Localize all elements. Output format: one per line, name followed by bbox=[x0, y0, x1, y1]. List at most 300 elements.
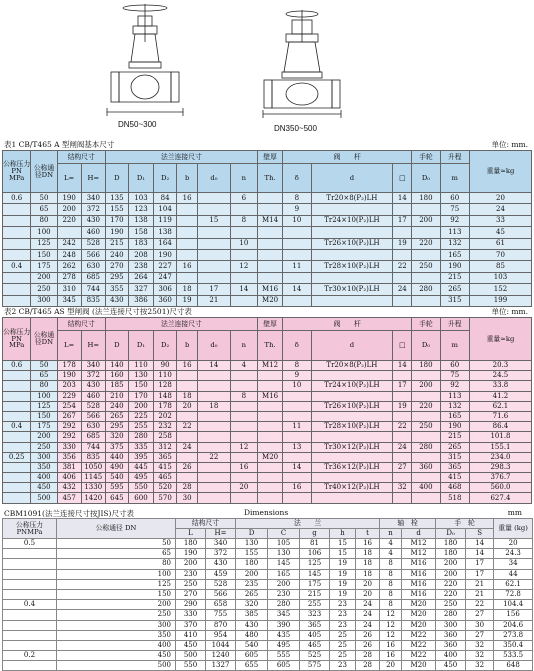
table-cell: 23 bbox=[330, 600, 356, 610]
table-cell: 280 bbox=[412, 442, 440, 452]
table-cell: 23 bbox=[330, 620, 356, 630]
table-cell: Tr36×12(P₂)LH bbox=[311, 462, 393, 472]
table-cell: 190 bbox=[176, 549, 206, 559]
table-cell: 44 bbox=[494, 569, 533, 579]
sub-b: b bbox=[177, 331, 198, 361]
table-cell: 655 bbox=[236, 661, 268, 671]
col-handwheel: 手轮 bbox=[412, 318, 440, 331]
table-cell bbox=[3, 589, 57, 599]
table-cell: 365 bbox=[300, 620, 330, 630]
table-row bbox=[3, 381, 532, 391]
table-cell: 0.6 bbox=[3, 193, 31, 204]
table-row bbox=[3, 432, 532, 442]
table-cell: 104.4 bbox=[494, 600, 533, 610]
table-cell: 340 bbox=[206, 539, 236, 549]
table-row bbox=[3, 589, 533, 599]
table-cell: 250 bbox=[412, 261, 440, 272]
table-cell bbox=[3, 661, 57, 671]
table-cell bbox=[283, 432, 311, 442]
table-cell bbox=[393, 391, 412, 401]
table-cell bbox=[230, 272, 257, 283]
table-cell: 80 bbox=[31, 381, 57, 391]
table-cell: 45 bbox=[469, 227, 531, 238]
table-cell: 128 bbox=[154, 381, 177, 391]
table-cell bbox=[258, 422, 283, 432]
table-cell: 125 bbox=[300, 559, 330, 569]
table-cell bbox=[177, 381, 198, 391]
table-cell: 180 bbox=[436, 539, 466, 549]
table-cell: 518 bbox=[440, 493, 469, 503]
table-row bbox=[3, 193, 532, 204]
table-row bbox=[3, 422, 532, 432]
table-cell: 265 bbox=[236, 589, 268, 599]
sub-H: H= bbox=[81, 164, 105, 193]
table-cell: 86.4 bbox=[469, 422, 531, 432]
table-row bbox=[3, 493, 532, 503]
table-cell bbox=[412, 272, 440, 283]
table-cell bbox=[393, 411, 412, 421]
table-cell: 250 bbox=[31, 284, 57, 295]
table-cell: 178 bbox=[154, 401, 177, 411]
table-cell bbox=[258, 442, 283, 452]
col-dn: 公称通径DN bbox=[31, 318, 57, 361]
table-cell bbox=[311, 432, 393, 442]
table-cell: 15 bbox=[198, 215, 231, 226]
table-cell: 234.0 bbox=[469, 452, 531, 462]
table-cell: 495 bbox=[268, 640, 300, 650]
table-cell: 16 bbox=[177, 261, 198, 272]
table-cell: 14 bbox=[393, 361, 412, 371]
table-row bbox=[3, 630, 533, 640]
table-row bbox=[3, 371, 532, 381]
table-cell bbox=[393, 272, 412, 283]
table-cell: 84 bbox=[154, 193, 177, 204]
table-cell bbox=[198, 432, 231, 442]
table-cell: 386 bbox=[128, 295, 153, 306]
table-cell: 658 bbox=[206, 600, 236, 610]
table-cell bbox=[412, 204, 440, 215]
table-cell: 19 bbox=[393, 238, 412, 249]
table-cell: 242 bbox=[57, 238, 81, 249]
table-cell bbox=[3, 549, 57, 559]
table-cell: Tr20×8(P₂)LH bbox=[311, 193, 393, 204]
table-cell: 190 bbox=[57, 193, 81, 204]
table-cell: 12 bbox=[230, 442, 257, 452]
table-cell: 320 bbox=[105, 432, 128, 442]
table-cell: 16 bbox=[177, 361, 198, 371]
table-cell: M20 bbox=[402, 620, 436, 630]
col-lift: 升程 bbox=[440, 151, 469, 164]
table-cell: 100 bbox=[31, 391, 57, 401]
table-cell: 459 bbox=[206, 569, 236, 579]
table-cell: 160 bbox=[105, 371, 128, 381]
table-cell bbox=[283, 473, 311, 483]
table-cell: 190 bbox=[57, 371, 81, 381]
table-cell: 113 bbox=[440, 227, 469, 238]
table-cell: 190 bbox=[440, 422, 469, 432]
sub-m: m bbox=[440, 164, 469, 193]
table-cell: 170 bbox=[128, 391, 153, 401]
table-cell: 23 bbox=[330, 661, 356, 671]
table-cell bbox=[311, 411, 393, 421]
table-cell: 50 bbox=[57, 539, 176, 549]
table-cell: 356 bbox=[57, 452, 81, 462]
table-cell: 533.5 bbox=[494, 651, 533, 661]
table-cell bbox=[177, 272, 198, 283]
table-cell: Tr20×8(P₂)LH bbox=[311, 361, 393, 371]
sub-n: n bbox=[380, 529, 402, 539]
table-cell: 22 bbox=[466, 600, 494, 610]
table-cell: 26 bbox=[356, 640, 380, 650]
table-cell: 17 bbox=[393, 215, 412, 226]
table-cell bbox=[412, 452, 440, 462]
table-cell: 430 bbox=[236, 620, 268, 630]
sub-t: t bbox=[356, 529, 380, 539]
table-cell: 106 bbox=[300, 549, 330, 559]
table-cell: 75 bbox=[440, 204, 469, 215]
table-cell: 22 bbox=[393, 422, 412, 432]
table-cell: 12 bbox=[380, 610, 402, 620]
table-cell: 465 bbox=[300, 640, 330, 650]
table-cell: 1240 bbox=[206, 651, 236, 661]
table-cell: 298.3 bbox=[469, 462, 531, 472]
figure-caption-left: DN50~300 bbox=[118, 120, 157, 129]
table-cell: 258 bbox=[154, 432, 177, 442]
table-cell: 0.4 bbox=[3, 422, 31, 432]
table-cell: 32 bbox=[393, 483, 412, 493]
table-cell bbox=[177, 473, 198, 483]
table-cell: M16 bbox=[402, 579, 436, 589]
table-cell: 220 bbox=[57, 215, 81, 226]
table-cell: 180 bbox=[412, 193, 440, 204]
valve-drawing-small bbox=[105, 2, 185, 120]
table-cell bbox=[311, 204, 393, 215]
table-row bbox=[3, 442, 532, 452]
table-cell bbox=[393, 452, 412, 462]
table-cell: 320 bbox=[236, 600, 268, 610]
col-pn: 公称压力PN MPa bbox=[3, 318, 31, 361]
table-cell: 415 bbox=[154, 462, 177, 472]
table-row bbox=[3, 204, 532, 215]
table-cell: 14 bbox=[466, 549, 494, 559]
table-cell: 17 bbox=[466, 569, 494, 579]
table-cell: 200 bbox=[57, 204, 81, 215]
table-cell: 312 bbox=[154, 442, 177, 452]
table-cell: 230 bbox=[268, 589, 300, 599]
table-cell bbox=[412, 371, 440, 381]
table-cell: 62.1 bbox=[469, 401, 531, 411]
table-cell: M20 bbox=[402, 600, 436, 610]
table-cell bbox=[3, 284, 31, 295]
table-cell: 528 bbox=[206, 579, 236, 589]
table-cell: 70 bbox=[469, 249, 531, 260]
table-cell: Tr28×10(P₂)LH bbox=[311, 422, 393, 432]
table-cell: 220 bbox=[412, 238, 440, 249]
table-cell bbox=[258, 462, 283, 472]
table-cell: 72.8 bbox=[494, 589, 533, 599]
sub-d0: d₀ bbox=[198, 164, 231, 193]
table-cell: 227 bbox=[154, 261, 177, 272]
table-cell: 335 bbox=[128, 442, 153, 452]
table-row bbox=[3, 651, 533, 661]
table-cell: 26 bbox=[177, 462, 198, 472]
table-cell bbox=[177, 227, 198, 238]
table-cell: 215 bbox=[440, 432, 469, 442]
table-cell: 365 bbox=[440, 462, 469, 472]
table-cell: 165 bbox=[440, 249, 469, 260]
table-cell: 19 bbox=[330, 569, 356, 579]
table-cell: 300 bbox=[436, 620, 466, 630]
sub-L: L= bbox=[57, 164, 81, 193]
table-cell: 85 bbox=[469, 261, 531, 272]
table-cell: 235 bbox=[236, 579, 268, 589]
table-cell: 355 bbox=[105, 284, 128, 295]
table-cell bbox=[3, 442, 31, 452]
table-cell: 315 bbox=[440, 295, 469, 306]
col-dn: 公称通径DN bbox=[31, 151, 57, 193]
table-cell: 400 bbox=[57, 640, 176, 650]
sub-S: S bbox=[466, 529, 494, 539]
table-cell: 247 bbox=[154, 272, 177, 283]
table1-title: 表1 CB/T465 A 型闸阀基本尺寸 bbox=[4, 140, 115, 149]
table-cell: M20 bbox=[402, 610, 436, 620]
table-cell: 135 bbox=[105, 193, 128, 204]
table-cell: 490 bbox=[105, 462, 128, 472]
table-cell: 273.8 bbox=[494, 630, 533, 640]
table-cell: M22 bbox=[402, 630, 436, 640]
table-cell bbox=[198, 371, 231, 381]
table-cell bbox=[258, 483, 283, 493]
table-cell: 430 bbox=[81, 381, 105, 391]
table-cell: 25 bbox=[330, 640, 356, 650]
col-structure: 结构尺寸 bbox=[57, 318, 105, 331]
table-cell: 156 bbox=[494, 610, 533, 620]
table-cell bbox=[258, 193, 283, 204]
table-cell: 132 bbox=[440, 238, 469, 249]
table-cell: 10 bbox=[283, 215, 311, 226]
sub-D2: D₂ bbox=[154, 331, 177, 361]
table-cell: 200 bbox=[128, 401, 153, 411]
col-flange: 法兰连接尺寸 bbox=[105, 318, 257, 331]
table-row bbox=[3, 569, 533, 579]
table-cell: 41.2 bbox=[469, 391, 531, 401]
table-cell: 327 bbox=[128, 284, 153, 295]
table-cell: 65 bbox=[31, 204, 57, 215]
table-cell: 19 bbox=[330, 579, 356, 589]
table-cell: 150 bbox=[128, 381, 153, 391]
table-cell: 430 bbox=[206, 559, 236, 569]
table-cell: M16 bbox=[258, 284, 283, 295]
col-lift: 升程 bbox=[440, 318, 469, 331]
table-cell: 330 bbox=[176, 610, 206, 620]
table-cell bbox=[283, 391, 311, 401]
table-cell: 18 bbox=[177, 284, 198, 295]
table-cell: 295 bbox=[105, 422, 128, 432]
table-cell: 199 bbox=[469, 295, 531, 306]
table-row bbox=[3, 579, 533, 589]
table-row bbox=[3, 610, 533, 620]
table-cell bbox=[198, 391, 231, 401]
table-row bbox=[3, 295, 532, 306]
sub-Th: Th. bbox=[258, 164, 283, 193]
table-cell: 229 bbox=[57, 391, 81, 401]
table-cell: 430 bbox=[81, 215, 105, 226]
table-cell: 60 bbox=[440, 361, 469, 371]
table-cell bbox=[3, 215, 31, 226]
table-cell bbox=[230, 249, 257, 260]
table-cell bbox=[311, 371, 393, 381]
table-cell: 203 bbox=[57, 381, 81, 391]
table-cell bbox=[198, 238, 231, 249]
table-cell: M16 bbox=[258, 391, 283, 401]
table-row bbox=[3, 361, 532, 371]
table-cell bbox=[283, 272, 311, 283]
valve-figures bbox=[0, 0, 534, 136]
table-cell: 155 bbox=[236, 549, 268, 559]
table-cell bbox=[3, 249, 31, 260]
table2-unit: 单位: mm. bbox=[491, 307, 528, 316]
table-cell: 350.4 bbox=[494, 640, 533, 650]
table-cell bbox=[198, 462, 231, 472]
table-cell: 21 bbox=[198, 295, 231, 306]
table3-unit: mm bbox=[507, 508, 522, 517]
table-cell: 185 bbox=[105, 381, 128, 391]
table-cell: 22 bbox=[198, 452, 231, 462]
table-cell: 230 bbox=[176, 569, 206, 579]
table-cell: 270 bbox=[105, 261, 128, 272]
table-cell: 400 bbox=[436, 651, 466, 661]
table-cell: 250 bbox=[176, 579, 206, 589]
table-cell: M12 bbox=[402, 549, 436, 559]
table-cell: 62.1 bbox=[494, 579, 533, 589]
table-cell bbox=[3, 462, 31, 472]
table-cell: 450 bbox=[31, 483, 57, 493]
table-cell bbox=[311, 391, 393, 401]
table-cell: 323 bbox=[300, 610, 330, 620]
table-cell: 80 bbox=[57, 559, 176, 569]
table-cell: 24 bbox=[356, 600, 380, 610]
table-row bbox=[3, 462, 532, 472]
table-cell: 19 bbox=[330, 589, 356, 599]
col-structure: 结构尺寸 bbox=[57, 151, 105, 164]
table-cell: 11 bbox=[283, 261, 311, 272]
table-cell: 290 bbox=[176, 600, 206, 610]
table-cell bbox=[198, 272, 231, 283]
table-cell: M12 bbox=[258, 361, 283, 371]
table-cell: 80 bbox=[31, 215, 57, 226]
table-cell: M12 bbox=[402, 539, 436, 549]
table-cell bbox=[258, 227, 283, 238]
table-cell: Tr26×10(P₂)LH bbox=[311, 238, 393, 249]
sub-h: h bbox=[330, 529, 356, 539]
table-cell: 460 bbox=[81, 227, 105, 238]
table-cell bbox=[230, 204, 257, 215]
table-cell bbox=[393, 249, 412, 260]
table-cell bbox=[3, 391, 31, 401]
table-cell: 17 bbox=[466, 559, 494, 569]
table-row bbox=[3, 238, 532, 249]
table-cell: 18 bbox=[356, 559, 380, 569]
table-cell: 1420 bbox=[81, 493, 105, 503]
table-cell: 20 bbox=[356, 579, 380, 589]
table-cell: 430 bbox=[105, 295, 128, 306]
col-pn: 公称压力 PNMPa bbox=[3, 519, 57, 539]
table-cell: 27 bbox=[466, 630, 494, 640]
table-cell: 1330 bbox=[81, 483, 105, 493]
table-cell: 648 bbox=[494, 661, 533, 671]
col-wall: 壁厚 bbox=[258, 318, 283, 331]
table-cell: 410 bbox=[176, 630, 206, 640]
table-cell: M16 bbox=[402, 589, 436, 599]
table-cell: M16 bbox=[402, 559, 436, 569]
table-cell: 125 bbox=[31, 401, 57, 411]
table-cell: 145 bbox=[300, 569, 330, 579]
table-cell: 19 bbox=[330, 559, 356, 569]
table-cell bbox=[230, 452, 257, 462]
table-cell: 27 bbox=[393, 462, 412, 472]
table-cell: 315 bbox=[440, 452, 469, 462]
table-cell bbox=[393, 473, 412, 483]
table-cell: 445 bbox=[128, 462, 153, 472]
sub-D0: D₀ bbox=[412, 331, 440, 361]
sub-delta: δ bbox=[283, 331, 311, 361]
table-cell: 17 bbox=[393, 381, 412, 391]
col-wall: 壁厚 bbox=[258, 151, 283, 164]
table-cell: M22 bbox=[402, 651, 436, 661]
table-cell: 180 bbox=[176, 539, 206, 549]
table-cell: 280 bbox=[128, 432, 153, 442]
table-cell: 27 bbox=[466, 610, 494, 620]
table-cell: Tr24×10(P₂)LH bbox=[311, 381, 393, 391]
table-cell bbox=[311, 227, 393, 238]
table-row bbox=[3, 391, 532, 401]
table-cell: 20 bbox=[177, 401, 198, 411]
table-cell: 130 bbox=[236, 539, 268, 549]
table-cell: 150 bbox=[31, 249, 57, 260]
table-cell: 24.5 bbox=[469, 371, 531, 381]
table-cell bbox=[412, 473, 440, 483]
table-cell bbox=[412, 493, 440, 503]
table-cell: 15 bbox=[330, 539, 356, 549]
table-row bbox=[3, 539, 533, 549]
table-cell: 600 bbox=[128, 493, 153, 503]
table-cell: 28 bbox=[356, 651, 380, 661]
table-cell: 240 bbox=[105, 249, 128, 260]
table-cell bbox=[3, 620, 57, 630]
table-cell: 50 bbox=[31, 361, 57, 371]
table-cell: 145 bbox=[268, 559, 300, 569]
table-cell: 220 bbox=[436, 579, 466, 589]
table-cell: 10 bbox=[230, 238, 257, 249]
table-cell: 165 bbox=[268, 569, 300, 579]
table-cell: 292 bbox=[57, 432, 81, 442]
table-cell: 306 bbox=[154, 284, 177, 295]
table-cell: 90 bbox=[154, 361, 177, 371]
table-cell: 870 bbox=[206, 620, 236, 630]
table-cell bbox=[198, 227, 231, 238]
table2 bbox=[2, 317, 532, 504]
table-cell: 200 bbox=[268, 579, 300, 589]
table-cell: 270 bbox=[176, 589, 206, 599]
table-cell: 300 bbox=[31, 452, 57, 462]
table-cell bbox=[311, 493, 393, 503]
table-cell: 24 bbox=[356, 620, 380, 630]
table-cell: 71.6 bbox=[469, 411, 531, 421]
table-cell bbox=[3, 579, 57, 589]
sub-square: □ bbox=[393, 331, 412, 361]
table-cell: 330 bbox=[57, 442, 81, 452]
table-cell bbox=[283, 295, 311, 306]
